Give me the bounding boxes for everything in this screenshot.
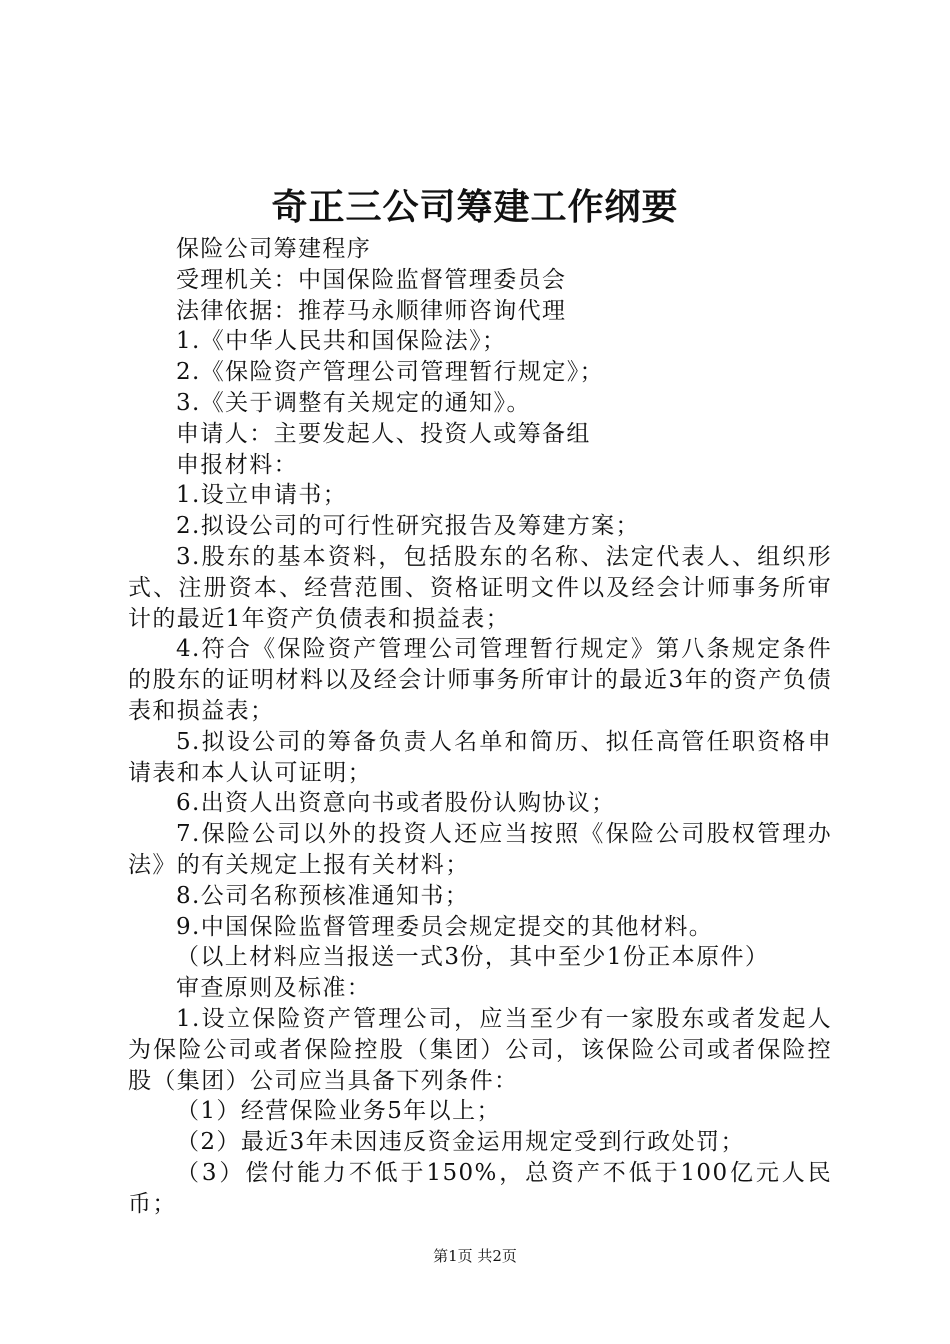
paragraph: 2.拟设公司的可行性研究报告及筹建方案； xyxy=(176,513,640,540)
document-title: 奇正三公司筹建工作纲要 xyxy=(271,186,679,228)
paragraph: 申报材料： xyxy=(176,451,298,478)
paragraph: （1）经营保险业务5年以上； xyxy=(176,1098,501,1125)
paragraph: 8.公司名称预核准通知书； xyxy=(176,882,470,909)
page-number-footer: 第1页 共2页 xyxy=(433,1247,517,1265)
paragraph: 1.设立保险资产管理公司，应当至少有一家股东或者发起人为保险公司或者保险控股（集团）公司，该保险公司或者保险控股（集团）公司应当具备下列条件： xyxy=(128,1005,832,1094)
paragraph: 4.符合《保险资产管理公司管理暂行规定》第八条规定条件的股东的证明材料以及经会计师事务所审计的最近3年的资产负债表和损益表； xyxy=(128,636,832,724)
paragraph: 法律依据：推荐马永顺律师咨询代理 xyxy=(176,297,567,324)
paragraph: （2）最近3年未因违反资金运用规定受到行政处罚； xyxy=(176,1129,745,1156)
paragraph: 6.出资人出资意向书或者股份认购协议； xyxy=(176,790,616,817)
paragraph: （3）偿付能力不低于150%，总资产不低于100亿元人民币； xyxy=(128,1159,832,1217)
paragraph: 7.保险公司以外的投资人还应当按照《保险公司股权管理办法》的有关规定上报有关材料； xyxy=(128,821,832,878)
document-body xyxy=(128,234,832,1220)
paragraph: 审查原则及标准： xyxy=(176,975,372,1002)
paragraph: 3.《关于调整有关规定的通知》。 xyxy=(176,389,531,416)
paragraph: 5.拟设公司的筹备负责人名单和简历、拟任高管任职资格申请表和本人认可证明； xyxy=(128,728,832,786)
paragraph: 3.股东的基本资料，包括股东的名称、法定代表人、组织形式、注册资本、经营范围、资格证明文件以及经会计师事务所审计的最近1年资产负债表和损益表； xyxy=(128,543,832,632)
paragraph: 保险公司筹建程序 xyxy=(176,236,372,262)
paragraph: （以上材料应当报送一式3份，其中至少1份正本原件） xyxy=(176,944,770,971)
paragraph: 9.中国保险监督管理委员会规定提交的其他材料。 xyxy=(176,913,714,940)
paragraph: 受理机关：中国保险监督管理委员会 xyxy=(176,266,567,293)
paragraph: 1.《中华人民共和国保险法》； xyxy=(176,328,507,355)
paragraph: 申请人：主要发起人、投资人或筹备组 xyxy=(176,420,591,447)
paragraph: 1.设立申请书； xyxy=(176,482,348,509)
paragraph: 2.《保险资产管理公司管理暂行规定》； xyxy=(176,359,605,386)
